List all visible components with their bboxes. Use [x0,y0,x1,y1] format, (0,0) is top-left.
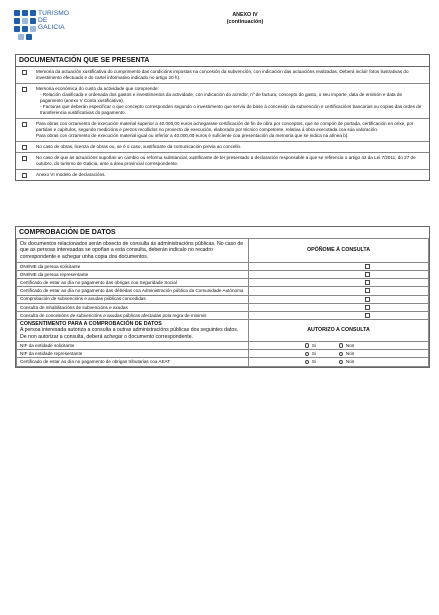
logo-text [38,10,69,32]
oppose-cell [249,271,429,279]
documentation-item [16,119,429,142]
radio-icon[interactable] [305,352,309,356]
logo-line-3: GALICIA [38,24,65,32]
oppose-cell [249,287,429,295]
verification-row [17,262,429,270]
documentation-checkbox[interactable] [22,156,27,161]
consent-row-label: NIF da entidade solicitante [17,341,249,349]
verification-row-label: DNI/NIE da persoa representante [17,271,249,279]
radio-icon[interactable] [305,360,309,364]
oppose-checkbox[interactable] [365,305,370,310]
oppose-checkbox[interactable] [365,272,370,277]
documentation-item [16,170,429,180]
yes-label: Si [311,350,316,356]
oppose-checkbox[interactable] [365,280,370,285]
oppose-checkbox[interactable] [365,313,370,318]
verification-table [16,238,429,367]
turismo-galicia-logo [14,10,84,44]
verification-section [15,226,430,368]
authorize-options [249,358,429,366]
verification-row [17,311,429,319]
yes-label: Si [311,359,316,365]
consent-row [17,358,429,366]
documentation-checkbox[interactable] [22,145,27,150]
authorize-options [249,341,429,349]
oppose-cell [249,303,429,311]
verification-row-label: Certificado de estar ao día no pagamento das débedas coa Administración pública da Comunidade Autónoma [17,287,249,295]
consent-intro: A persoa interesada autoriza a consulta a outras administracións públicas dos seguintes datos. De non autorizar a consulta, deberá achegar o documento correspondente. [20,327,239,340]
consent-row [17,341,429,349]
documentation-item-text: - Relación clasificada e ordenada dos gastos e investimentos da actividade, con indicación do acredor, nº de factura, concepto do gasto, o seu importe, data de emisión e data de pagamento (anexo V Conta xustificativa). [40,92,402,103]
verification-row-label: Consulta de concesións de subvencións e axudas públicas afectadas pola regra de minimis [17,311,249,319]
oppose-cell [249,311,429,319]
documentation-checkbox[interactable] [22,87,27,92]
verification-row [17,271,429,279]
verification-row-label: Consulta de inhabilitacións de subvencións e axudas [17,303,249,311]
verification-intro [17,239,249,263]
no-label: Non [345,359,355,365]
documentation-list [16,67,429,180]
annex-title: ANEXO IV [232,12,258,18]
annex-continuation: (continuación) [226,19,264,25]
logo-line-1: TURISMO [38,10,70,17]
radio-icon[interactable] [339,343,343,347]
verification-row-label: DNI/NIE da persoa solicitante [17,262,249,270]
logo-mark-icon [14,10,36,40]
documentation-item [16,84,429,119]
verification-row [17,295,429,303]
documentation-item [16,153,429,170]
consent-row [17,350,429,358]
oppose-cell [249,262,429,270]
consent-row-label: Certificado de estar ao día no pagamento de obrigas tributarias coa AEAT [17,358,249,366]
consent-row-label: NIF da entidade representante [17,350,249,358]
authorize-header: AUTORIZO A CONSULTA [249,320,429,342]
oppose-cell [249,279,429,287]
oppose-header: OPÓÑOME Á CONSULTA [249,239,429,263]
documentation-item-text: - Facturas que deberán especificar o que concepto corresponden segundo o investimento que serviu de base á concesión da subvención e certificacións bancarias ou copias das ordes de transferencia xustificativas do pagamento. [40,104,422,115]
documentation-item-text: No caso de obras, licenza de obras ou, se é o caso, xustificante da comunicación previa ao concello. [36,144,242,149]
documentation-checkbox[interactable] [22,122,27,127]
authorize-options [249,350,429,358]
documentation-checkbox[interactable] [22,70,27,75]
authorize-yes-option[interactable] [305,351,339,357]
oppose-checkbox[interactable] [365,288,370,293]
verification-row [17,287,429,295]
no-label: Non [345,342,355,348]
documentation-item-text: No caso de que as actuacións supoñan un cambio ou reforma substancial, xustificante de ter presentado a declaración responsable a que se refirencia o artigo 42 da Lei 7/2011, do 27 de outubro, do turismo de Galicia, ante a área provincial correspondente. [36,155,416,166]
verification-title: COMPROBACIÓN DE DATOS [19,229,116,236]
radio-icon[interactable] [305,343,309,347]
consent-title: CONSENTIMENTO PARA A COMPROBACIÓN DE DATOS [20,320,162,327]
authorize-no-option[interactable] [339,351,373,357]
oppose-checkbox[interactable] [365,297,370,302]
verification-row-label: Comprobación de subvencións e axudas públicas concedidas [17,295,249,303]
verification-row [17,279,429,287]
documentation-item-text: Memoria da actuación xustificativa do cumprimento das condicións impostas na concesión da subvención, con indicación das actuacións realizadas. Deberá incluír fotos ilustrativas do investimento efectuado e do cartel informativo indicado no artigo 20 h). [36,69,409,80]
documentation-item-text: Memoria económica do custo da actividade que comprende: [36,86,159,91]
documentation-item-text: Anexo VI modelo de declaracións. [36,172,106,177]
consent-intro-cell [17,320,249,342]
verification-row-label: Certificado de estar ao día no pagamento das obrigas coa Seguridade Social [17,279,249,287]
verification-intro-text: Os documentos relacionados serán obxecto de consulta ás administracións públicas. No caso de que as persoas interesadas se opoñan a esta consulta, deberán indicalo no recadro correspondente e achegar unha copia dos documentos. [20,240,244,260]
yes-label: Si [311,342,316,348]
authorize-no-option[interactable] [339,359,373,365]
documentation-title: DOCUMENTACIÓN QUE SE PRESENTA [16,55,429,67]
radio-icon[interactable] [339,352,343,356]
authorize-yes-option[interactable] [305,343,339,349]
oppose-cell [249,295,429,303]
verification-row [17,303,429,311]
documentation-item [16,67,429,84]
no-label: Non [345,350,355,356]
documentation-item [16,142,429,153]
annex-heading [190,12,300,26]
consent-header-row [17,320,429,342]
oppose-checkbox[interactable] [365,264,370,269]
verification-intro-row [17,239,429,263]
documentation-checkbox[interactable] [22,173,27,178]
authorize-yes-option[interactable] [305,359,339,365]
documentation-item-text: Para obras con orzamento de execución material igual ou inferior a 40.000,00 euros é suficiente coa presentación da memoria que se indica na alínea b). [36,133,349,138]
radio-icon[interactable] [339,360,343,364]
documentation-item-text: Para obras con orzamento de execución material superior a 40.000,00 euros achegarase certificación de fin de obra por conceptos, que se compón de portada, certificación en orixe, por partidas e capítulos, segundo medicións e prezos recollidos no proxecto de execución, elaborado por técnico competente, relativa á obra executada coa súa valoración. [36,121,414,132]
authorize-no-option[interactable] [339,343,373,349]
documentation-section [15,54,430,181]
logo-line-2: DE [38,17,48,25]
